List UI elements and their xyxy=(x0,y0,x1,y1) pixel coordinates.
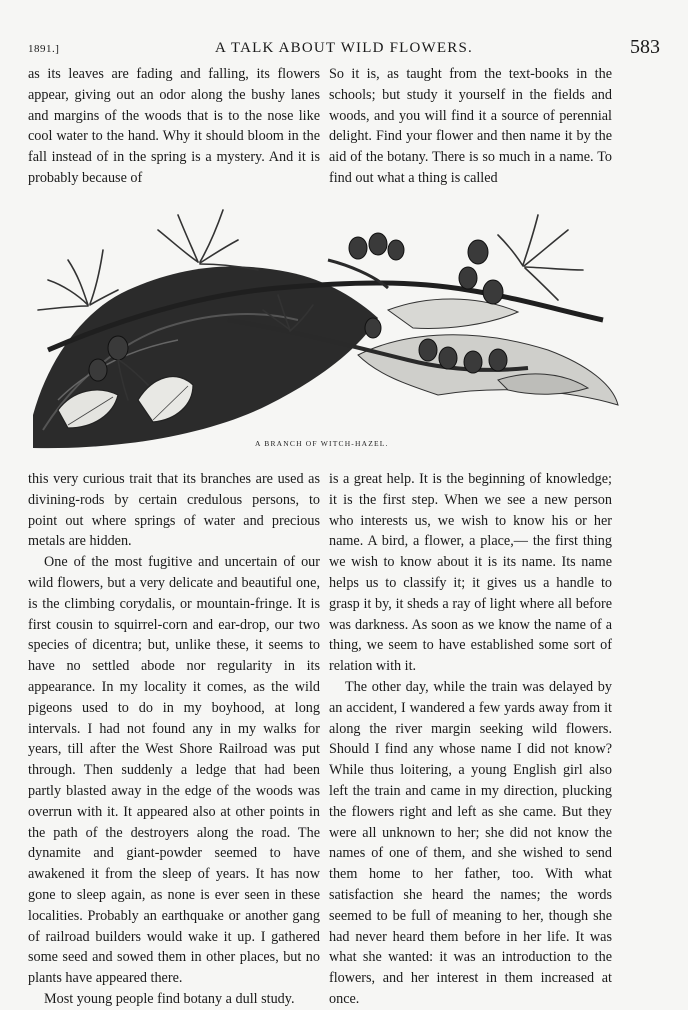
illustration-caption: A BRANCH OF WITCH-HAZEL. xyxy=(255,439,389,448)
witch-hazel-illustration xyxy=(28,200,626,455)
page-number: 583 xyxy=(630,36,660,58)
bottom-left-column xyxy=(28,469,320,1010)
top-left-paragraph: as its leaves are fading and falling, its flowers appear, giving out an odor along the bushy lanes and margins of the woods that is to the nose like cool water to the hand. Why it should bloom in the fall instead of in the spring is a mystery. And it is probably because of xyxy=(28,66,320,186)
botany-paragraph-start: Most young people find botany a dull study. xyxy=(44,990,295,1007)
header-year: 1891.] xyxy=(28,43,60,55)
running-header xyxy=(28,38,660,64)
bottom-left-continuation: this very curious trait that its branches are used as divining-rods by certain credulous persons, to point out where springs of water and precious metals are hidden. xyxy=(28,471,320,550)
top-left-column xyxy=(28,64,320,189)
bottom-right-continuation: is a great help. It is the beginning of knowledge; it is the first step. When we see a new person who interests us, we wish to know his or her name. A bird, a flower, a place,— the first thing we wish to know about it is its name. Its name helps us to classify it; it gives us a handle to grasp it by, it sheds a ray of light where all before was darkness. As soon as we know the name of a thing, we seem to have established some sort of relation with it. xyxy=(329,471,612,675)
bottom-right-column xyxy=(329,469,612,1010)
witch-hazel-engraving xyxy=(28,200,626,455)
header-title: A TALK ABOUT WILD FLOWERS. xyxy=(215,40,473,56)
english-girl-paragraph: The other day, while the train was delayed by an accident, I wandered a few yards away from it along the river margin seeking wild flowers. Should I find any whose name I did not know? While thus loitering, a young English girl also left the train and came in my direction, plucking the flowers right and left as she came. But they were all unknown to her; she did not know the names of one of them, and she wished to send them home to her father, too. With what satisfaction she heard the names; the words seemed to be full of meaning to her, though she had never heard them before in her life. It was what she wanted: it was an introduction to the flowers, and her interest in them increased at once. xyxy=(329,678,612,1007)
top-right-paragraph: So it is, as taught from the text-books in the schools; but study it yourself in the fields and woods, and you will find it a source of perennial delight. Find your flower and then name it by the aid of the botany. There is so much in a name. To find out what a thing is called xyxy=(329,66,612,186)
top-right-column xyxy=(329,64,612,189)
corydalis-paragraph: One of the most fugitive and uncertain of our wild flowers, but a very delicate and beautiful one, is the climbing corydalis, or mountain-fringe. It is first cousin to squirrel-corn and ear-drop, our two species of dicentra; but, unlike these, it seems to have no settled abode nor regularity in its appearance. In my locality it comes, as the wild pigeons used to do in my boyhood, at long intervals. I had not found any in my walks for years, till after the West Shore Railroad was put through. Then suddenly a ledge that had been partly blasted away in the edge of the woods was overrun with it. It appeared also at other points in the path of the destroyers along the road. The dynamite and giant-powder seemed to have awakened it from the sleep of years. It has now gone to sleep again, as none is ever seen in these localities. Probably an earthquake or another gang of railroad builders would wake it up. I gathered some seed and sowed them in other places, but no plants have appeared there. xyxy=(28,554,320,987)
